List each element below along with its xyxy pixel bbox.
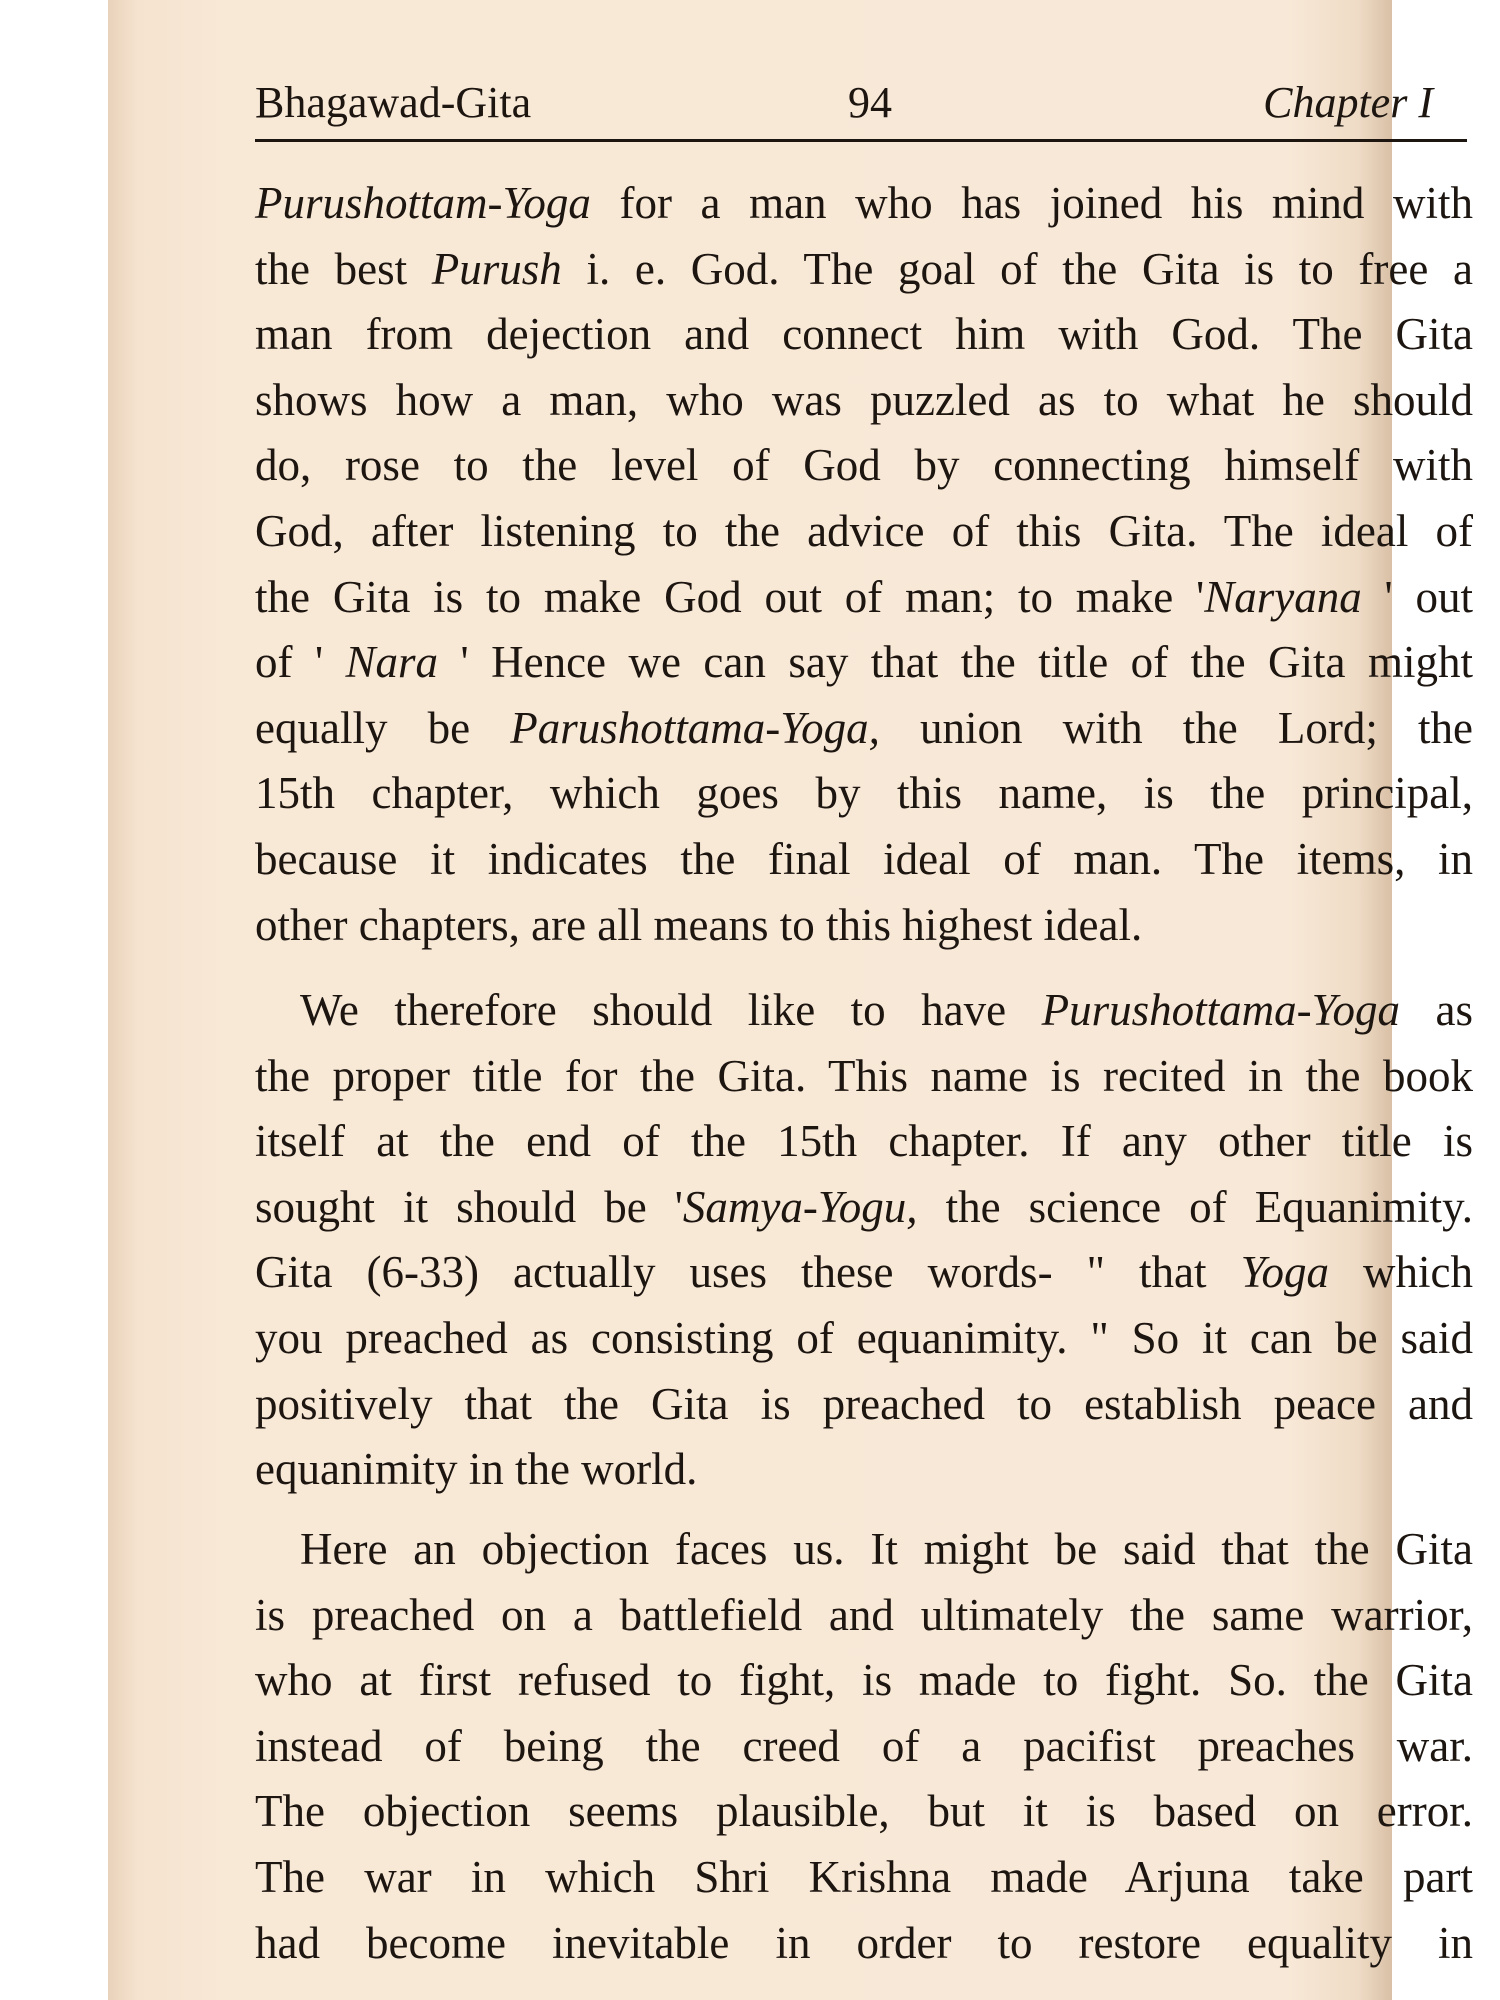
paragraph bbox=[255, 978, 1473, 1503]
text-line bbox=[255, 368, 1473, 434]
text-run: God, after listening to the advice of this Gita. The ideal of bbox=[255, 505, 1473, 556]
text-line bbox=[255, 630, 1473, 696]
text-line bbox=[255, 761, 1473, 827]
text-run: equally be bbox=[255, 702, 511, 753]
text-run: had become inevitable in order to restore equality in bbox=[255, 1917, 1473, 1968]
text-run: for a man who has joined his mind with bbox=[590, 178, 1473, 228]
text-run: i. e. God. The goal of the Gita is to free a bbox=[561, 243, 1473, 294]
text-run: shows how a man, who was puzzled as to what he should bbox=[255, 374, 1473, 425]
text-run: ' Hence we can say that the title of the Gita might bbox=[438, 637, 1473, 688]
text-run: We therefore should like to have bbox=[300, 985, 1042, 1035]
text-line bbox=[255, 1714, 1473, 1780]
italic-text: Purushottam-Yoga bbox=[255, 178, 591, 228]
text-run: other chapters, are all means to this highest ideal. bbox=[255, 899, 1143, 950]
text-run: which bbox=[1328, 1247, 1473, 1298]
text-line bbox=[255, 302, 1473, 368]
italic-text: Samya-Yogu, bbox=[682, 1181, 918, 1232]
italic-text: Yoga bbox=[1240, 1247, 1329, 1298]
text-run: who at first refused to fight, is made to fight. So. the Gita bbox=[255, 1655, 1473, 1706]
text-line bbox=[255, 1175, 1473, 1241]
text-run: the best bbox=[255, 243, 432, 294]
text-run: The objection seems plausible, but it is based on error. bbox=[255, 1786, 1473, 1837]
page-number: 94 bbox=[848, 78, 892, 127]
text-line bbox=[255, 1845, 1473, 1911]
text-run: The war in which Shri Krishna made Arjuna take part bbox=[255, 1851, 1473, 1902]
paragraph bbox=[255, 1517, 1473, 1976]
text-line bbox=[255, 565, 1473, 631]
book-page bbox=[108, 0, 1473, 2000]
text-run: the science of Equanimity. bbox=[917, 1181, 1473, 1232]
text-run: because it indicates the final ideal of man. The items, in bbox=[255, 833, 1473, 884]
text-line bbox=[255, 237, 1473, 303]
italic-text: Naryana bbox=[1204, 571, 1362, 622]
text-line bbox=[255, 1372, 1473, 1438]
text-line bbox=[255, 696, 1473, 762]
running-head-title: Bhagawad-Gita bbox=[255, 78, 532, 127]
text-line bbox=[255, 1648, 1473, 1714]
italic-text: Purush bbox=[431, 243, 562, 294]
text-run: the proper title for the Gita. This name is recited in the book bbox=[255, 1050, 1473, 1101]
text-line bbox=[255, 1044, 1473, 1110]
text-run: as bbox=[1400, 985, 1473, 1035]
italic-text: Parushottama-Yoga, bbox=[510, 702, 880, 753]
text-line bbox=[255, 171, 1473, 237]
text-run: do, rose to the level of God by connecting himself with bbox=[255, 440, 1473, 491]
text-line bbox=[255, 433, 1473, 499]
text-run: man from dejection and connect him with God. The Gita bbox=[255, 309, 1473, 360]
text-line bbox=[255, 1306, 1473, 1372]
text-run: Here an objection faces us. It might be said that the Gita bbox=[300, 1524, 1473, 1574]
text-run: instead of being the creed of a pacifist preaches war. bbox=[255, 1720, 1473, 1771]
text-line bbox=[255, 499, 1473, 565]
text-run: is preached on a battlefield and ultimately the same warrior, bbox=[255, 1589, 1473, 1640]
text-run: ' out bbox=[1361, 571, 1473, 622]
text-line bbox=[255, 1779, 1473, 1845]
text-run: you preached as consisting of equanimity. " So it can be said bbox=[255, 1312, 1473, 1363]
text-line bbox=[255, 893, 1473, 959]
text-line bbox=[255, 827, 1473, 893]
text-run: union with the Lord; the bbox=[879, 702, 1473, 753]
text-run: Gita (6-33) actually uses these words- " that bbox=[255, 1247, 1241, 1298]
text-line bbox=[255, 1517, 1473, 1583]
text-line bbox=[255, 1109, 1473, 1175]
text-line bbox=[255, 1911, 1473, 1977]
text-line bbox=[255, 1437, 1473, 1503]
text-run: sought it should be ' bbox=[255, 1181, 683, 1232]
text-run: 15th chapter, which goes by this name, is the principal, bbox=[255, 768, 1473, 819]
italic-text: Purushottama-Yoga bbox=[1041, 985, 1401, 1035]
text-run: itself at the end of the 15th chapter. If any other title is bbox=[255, 1116, 1473, 1167]
paragraph bbox=[255, 171, 1473, 958]
text-run: of ' bbox=[255, 637, 346, 688]
text-line bbox=[255, 1583, 1473, 1649]
text-run: equanimity in the world. bbox=[255, 1444, 698, 1495]
text-line bbox=[255, 1240, 1473, 1306]
running-head-chapter: Chapter I bbox=[1263, 78, 1433, 127]
text-line bbox=[255, 978, 1473, 1044]
header-rule bbox=[255, 139, 1467, 142]
text-run: the Gita is to make God out of man; to make ' bbox=[255, 571, 1205, 622]
italic-text: Nara bbox=[345, 637, 439, 688]
text-run: positively that the Gita is preached to establish peace and bbox=[255, 1378, 1473, 1429]
